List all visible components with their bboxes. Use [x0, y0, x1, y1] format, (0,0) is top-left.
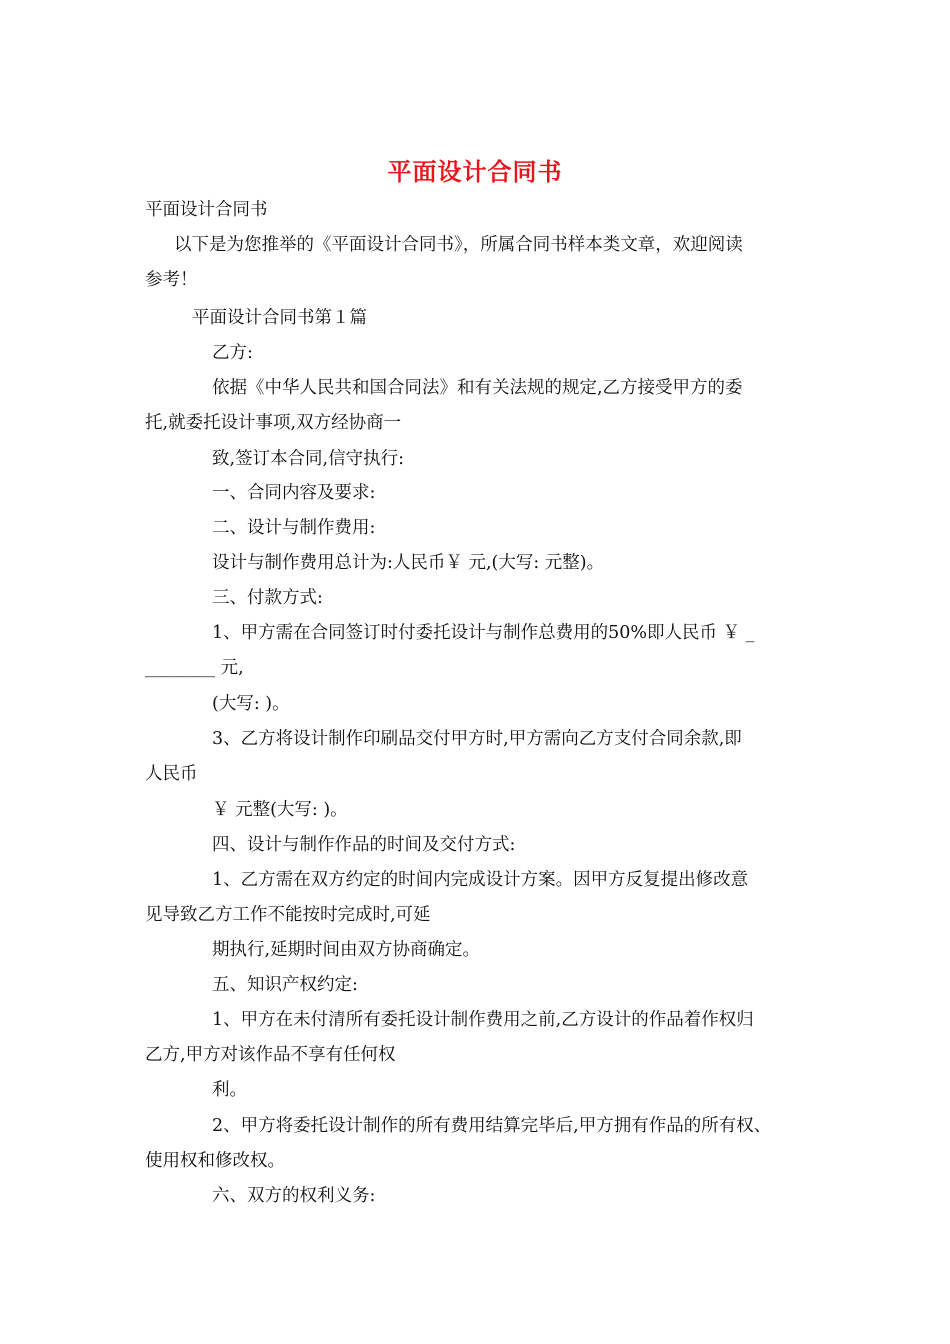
contract-line: (大写: )。 [212, 694, 290, 714]
contract-line: 利。 [212, 1080, 247, 1100]
contract-line: 乙方,甲方对该作品不享有任何权 [145, 1045, 396, 1065]
contract-line: 托,就委托设计事项,双方经协商一 [145, 413, 402, 433]
contract-line: 3、乙方将设计制作印刷品交付甲方时,甲方需向乙方支付合同余款,即 [212, 729, 742, 749]
contract-line: 见导致乙方工作不能按时完成时,可延 [145, 905, 431, 925]
intro-paragraph-line-2: 参考！ [145, 270, 198, 290]
contract-line: 乙方: [212, 343, 253, 363]
contract-line: 1、乙方需在双方约定的时间内完成设计方案。因甲方反复提出修改意 [212, 870, 749, 890]
contract-line: 三、付款方式: [212, 588, 323, 608]
contract-line: 使用权和修改权。 [145, 1151, 285, 1171]
contract-line: 1、甲方在未付清所有委托设计制作费用之前,乙方设计的作品着作权归 [212, 1010, 754, 1030]
contract-line: 期执行,延期时间由双方协商确定。 [212, 940, 481, 960]
contract-line: 二、设计与制作费用: [212, 518, 376, 538]
contract-line: 设计与制作费用总计为:人民币￥ 元,(大写: 元整)。 [212, 553, 605, 573]
contract-line: 四、设计与制作作品的时间及交付方式: [212, 835, 516, 855]
contract-line: ________ 元, [145, 658, 244, 678]
contract-line: 1、甲方需在合同签订时付委托设计与制作总费用的50%即人民币 ￥ _ [212, 623, 755, 643]
document-subtitle: 平面设计合同书 [145, 200, 268, 220]
document-title: 平面设计合同书 [387, 157, 563, 186]
contract-line: 人民币 [145, 764, 198, 784]
contract-line: 致,签订本合同,信守执行: [212, 449, 405, 469]
contract-line: 五、知识产权约定: [212, 975, 358, 995]
contract-line: 依据《中华人民共和国合同法》和有关法规的规定,乙方接受甲方的委 [212, 378, 743, 398]
contract-line: ￥ 元整(大写: )。 [212, 800, 348, 820]
contract-line: 一、合同内容及要求: [212, 483, 376, 503]
intro-paragraph-line-1: 以下是为您推举的《平面设计合同书》，所属合同书样本类文章，欢迎阅读 [174, 235, 743, 255]
contract-line: 六、双方的权利义务: [212, 1186, 376, 1206]
section-heading: 平面设计合同书第１篇 [192, 308, 367, 328]
contract-line: 2、甲方将委托设计制作的所有费用结算完毕后,甲方拥有作品的所有权、 [212, 1116, 772, 1136]
